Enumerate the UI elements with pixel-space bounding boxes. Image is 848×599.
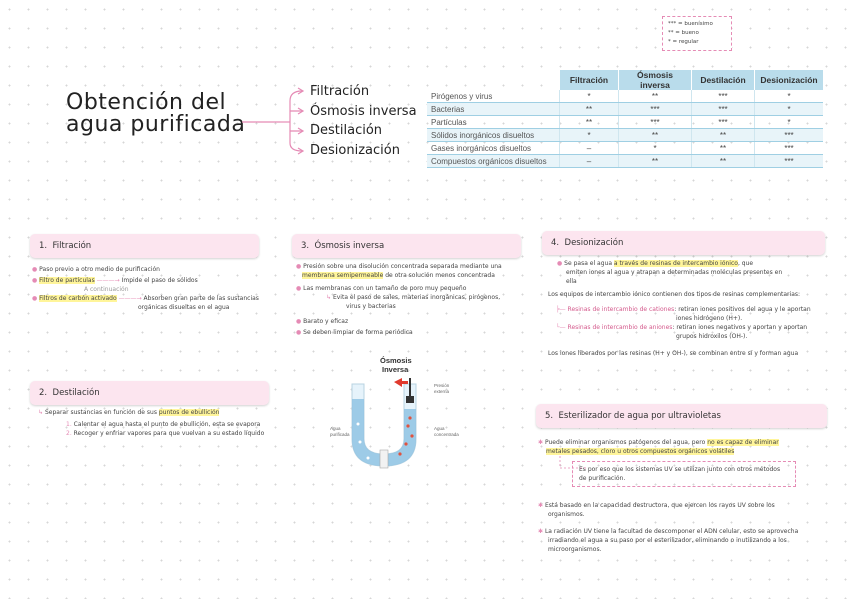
table-header: Ósmosis inversa	[619, 70, 692, 90]
table-row	[427, 142, 823, 155]
table-cell: *	[560, 129, 619, 142]
section-header-destilacion	[30, 381, 269, 405]
table-cell: ***	[692, 90, 755, 103]
table-cell: ***	[755, 142, 824, 155]
bullet-text: Las membranas con un tamaño de poro muy pequeño	[303, 285, 467, 292]
list-item: Recoger y enfriar vapores para que vuelvan a su estado líquido	[73, 430, 265, 437]
bullet-text: de otra solución menos concentrada	[383, 272, 495, 279]
fig-label: Presión	[434, 383, 450, 388]
fig-label: externa	[434, 389, 450, 394]
bullet-text: Está basado en la capacidad destructora, que ejercen los rayos UV sobre los	[544, 502, 775, 509]
resin-name: Resinas de intercambio de aniones	[567, 324, 673, 331]
bullet-text: La radiación UV tiene la facultad de descomponer el ADN celular, esto se aprovecha	[544, 528, 799, 535]
row-label: Bacterias	[427, 103, 560, 116]
bullet-text: irradiando el agua a su paso por el esterilizador, eliminando o inutilizando a los	[548, 537, 787, 544]
row-label: Gases inorgánicos disueltos	[427, 142, 560, 155]
legend-line: ** = bueno	[668, 30, 699, 36]
fig-title: Ósmosis	[380, 356, 412, 365]
bullet-text: , que	[737, 260, 754, 267]
table-cell: *	[619, 142, 692, 155]
list-item: Calentar el agua hasta el punto de ebullición, esta se evapora	[73, 421, 261, 428]
bullet-text: orgánicas disueltas en el agua	[138, 304, 230, 311]
table-cell: *	[755, 103, 824, 116]
topic-item: Destilación	[310, 123, 383, 138]
legend-box	[662, 16, 732, 51]
bullet-text: emiten iones al agua y atrapan a determinadas moléculas presentes en	[566, 269, 783, 276]
table-cell: **	[619, 155, 692, 168]
topic-item: Desionización	[310, 142, 400, 158]
table-cell: **	[560, 103, 619, 116]
title-line-1: Obtención del	[66, 90, 227, 115]
page-title	[66, 92, 245, 136]
section-body-uv: ✱ Puede eliminar organismos patógenos del agua, pero no es capaz de eliminar metales pesados, cloro u otros compuestos orgánicos volátiles Es por eso que los sistemas UV se utilizan junto con otros métodos de purificación. ✱ Está basado en la capacidad destructora, que ejercen los rayos UV sobre los organismos. ✱ La radiación UV tiene la facultad de descomponer el ADN celular, esto se aprovecha irradiando el agua a su paso por el esterilizador, eliminando o inutilizando a los microorganismos.	[538, 438, 838, 554]
bullet-text: grupos hidroxilos (OH-).	[676, 333, 748, 340]
section-header-desionizacion	[542, 231, 825, 255]
table-row	[427, 103, 823, 116]
table-cell: ***	[692, 116, 755, 129]
row-label: Sólidos inorgánicos disueltos	[427, 129, 560, 142]
section-title: Destilación	[52, 388, 100, 398]
section-number: 2.	[39, 388, 48, 398]
table-cell: –	[560, 155, 619, 168]
row-label: Pirógenos y virus	[427, 90, 560, 103]
bullet-text: Barato y eficaz	[303, 318, 349, 325]
table-cell: **	[692, 142, 755, 155]
bullet-text: Se deben limpiar de forma periódica	[303, 329, 413, 336]
section-number: 3.	[301, 241, 310, 251]
note-box	[572, 461, 796, 487]
fig-title: Inversa	[382, 365, 409, 374]
section-number: 1.	[39, 241, 48, 251]
section-title: Desionización	[564, 238, 624, 248]
topics-list	[310, 82, 417, 160]
bullet-text: : retiran iones positivos del agua y le aportan	[674, 306, 811, 313]
table-cell: **	[560, 116, 619, 129]
table-cell: ***	[692, 103, 755, 116]
legend-line: *** = buenísimo	[668, 21, 713, 27]
fig-label: Agua	[330, 426, 341, 431]
highlight-text: no es capaz de eliminar	[707, 439, 779, 446]
highlight-text: Filtro de partículas	[39, 277, 95, 284]
topic-item: Filtración	[310, 84, 370, 99]
section-header-filtracion	[30, 234, 259, 258]
fig-label: Agua	[434, 426, 445, 431]
bullet-text: virus y bacterias	[346, 303, 396, 310]
topic-connector	[240, 85, 312, 155]
table-cell: ***	[619, 103, 692, 116]
table-cell: *	[755, 116, 824, 129]
section-title: Ósmosis inversa	[314, 241, 385, 251]
note-text: Es por eso que los sistemas UV se utilizan junto con otros métodos	[579, 466, 781, 473]
highlight-text: a través de resinas de intercambio iónico	[613, 260, 738, 267]
bullet-text: Presión sobre una disolución concentrada separada mediante una	[303, 263, 502, 270]
section-title: Esterilizador de agua por ultravioletas	[558, 411, 721, 421]
title-line-2: agua purificada	[66, 112, 246, 137]
highlight-text: Filtros de carbón activado	[39, 295, 117, 302]
section-header-uv	[536, 404, 827, 428]
bullet-text: Puede eliminar organismos patógenos del agua, pero	[544, 439, 708, 446]
section-header-osmosis	[292, 234, 521, 258]
bullet-text: microorganismos.	[548, 546, 602, 553]
row-label: Partículas	[427, 116, 560, 129]
bullet-text: Separar sustancias en función de sus	[44, 409, 159, 416]
osmosis-diagram	[322, 354, 472, 472]
bullet-text: Impide el paso de sólidos	[121, 277, 198, 284]
highlight-text: membrana semipermeable	[302, 272, 384, 279]
table-row	[427, 155, 823, 168]
paragraph: Los iones liberados por las resinas (H+ y OH-), se combinan entre sí y forman agua	[548, 350, 799, 357]
table-row	[427, 116, 823, 129]
table-cell: **	[619, 90, 692, 103]
table-row	[427, 129, 823, 142]
fig-label: purificada	[330, 432, 350, 437]
highlight-text: metales pesados, cloro u otros compuestos orgánicos volátiles	[546, 448, 735, 455]
bullet-text: Paso previo a otro medio de purificación	[39, 266, 160, 273]
table-cell: *	[560, 90, 619, 103]
section-body-filtracion: ● Paso previo a otro medio de purificación ● Filtro de partículas ———→ Impide el paso de sólidos A continuación ● Filtros de carbón activado ———→ Absorben gran parte de las sustancias orgánicas disueltas en el agua	[32, 265, 272, 312]
bullet-text: Evita el paso de sales, materias inorgánicas, pirógenos,	[332, 294, 501, 301]
highlight-text: puntos de ebullición	[158, 409, 220, 416]
section-number: 4.	[551, 238, 560, 248]
table-cell: **	[619, 129, 692, 142]
topic-item: Ósmosis inversa	[310, 103, 417, 119]
table-cell: –	[560, 142, 619, 155]
paragraph: Los equipos de intercambio iónico contienen dos tipos de resinas complementarias:	[548, 291, 801, 298]
table-row	[427, 90, 823, 103]
bullet-text: iones hidrógeno (H+).	[676, 315, 743, 322]
table-cell: ***	[619, 116, 692, 129]
table-cell: *	[755, 90, 824, 103]
fig-label: concentrada	[434, 432, 459, 437]
section-body-osmosis: ● Presión sobre una disolución concentrada separada mediante una membrana semipermeable de otra solución menos concentrada ● Las membranas con un tamaño de poro muy pequeño ↳ Evita el paso de sales, materias inorgánicas, pirógenos, virus y bacterias ● Barato y eficaz ● Se deben limpiar de forma periódica	[296, 262, 531, 337]
bullet-text: organismos.	[548, 511, 585, 518]
connector-note: A continuación	[84, 286, 129, 293]
legend-line: * = regular	[668, 39, 699, 45]
table-header-row	[427, 70, 823, 90]
uv-connector	[552, 454, 592, 478]
resin-name: Resinas de intercambio de cationes	[567, 306, 675, 313]
section-number: 5.	[545, 411, 554, 421]
bullet-text: Absorben gran parte de las sustancias	[143, 295, 259, 302]
table-header: Destilación	[692, 70, 755, 90]
note-text: de purificación.	[579, 475, 626, 482]
comparison-table	[427, 70, 823, 168]
table-cell: ***	[755, 155, 824, 168]
table-cell: **	[692, 155, 755, 168]
table-cell: **	[692, 129, 755, 142]
row-label: Compuestos orgánicos disueltos	[427, 155, 560, 168]
bullet-text: Se pasa el agua	[564, 260, 614, 267]
section-body-destilacion: ↳ Separar sustancias en función de sus puntos de ebullición 1. Calentar el agua hasta el punto de ebullición, esta se evapora 2. Recoger y enfriar vapores para que vuelvan a su estado líquido	[38, 409, 265, 437]
table-header: Filtración	[560, 70, 619, 90]
table-header: Desionización	[755, 70, 824, 90]
section-body-desionizacion: ● Se pasa el agua a través de resinas de intercambio iónico, que emiten iones al agua y atrapan a determinadas moléculas presentes en ella Los equipos de intercambio iónico contienen dos tipos de resinas complementarias: ┝— Resinas de intercambio de cationes: retiran iones positivos del agua y le aportan iones hidrógeno (H+). └— Resinas de intercambio de aniones: retiran iones negativos y aportan y aportan grupos hidroxilos (OH-). Los iones liberados por las resinas (H+ y OH-), se combinan entre sí y forman agua	[548, 259, 843, 358]
section-title: Filtración	[52, 241, 92, 251]
table-cell: ***	[755, 129, 824, 142]
bullet-text: ella	[566, 278, 577, 285]
bullet-text: : retiran iones negativos y aportan y aportan	[672, 324, 808, 331]
